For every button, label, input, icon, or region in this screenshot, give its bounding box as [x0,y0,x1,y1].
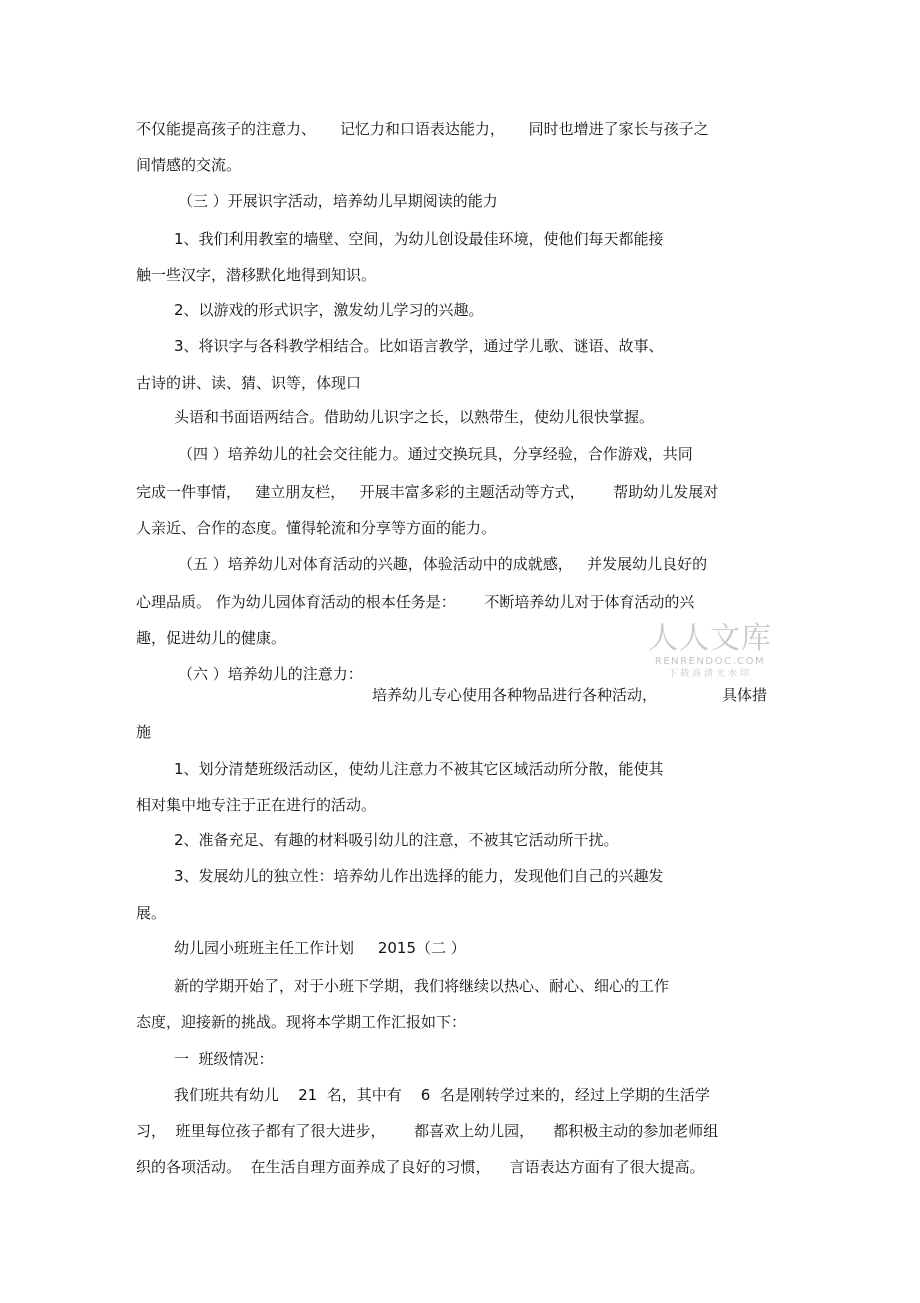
section-heading: （五 ）培养幼儿对体育活动的兴趣，体验活动中的成就感， 并发展幼儿良好的 [178,555,708,573]
text-line: 1、我们利用教室的墙壁、空间，为幼儿创设最佳环境，使他们每天都能接 [174,230,664,248]
text-line: 新的学期开始了，对于小班下学期，我们将继续以热心、耐心、细心的工作 [174,977,670,995]
text-line: 间情感的交流。 [136,156,242,174]
watermark-subtitle: 下载高清无水印 [667,669,752,679]
watermark-url: RENRENDOC.COM [654,656,766,667]
text-line: 3、发展幼儿的独立性：培养幼儿作出选择的能力，发现他们自己的兴趣发 [174,867,664,885]
text-line: 头语和书面语两结合。借助幼儿识字之长，以熟带生，使幼儿很快掌握。 [174,408,655,426]
text-line: 施 [136,723,152,741]
text-line: 2、以游戏的形式识字，激发幼儿学习的兴趣。 [174,301,484,319]
text-line: 心理品质。 作为幼儿园体育活动的根本任务是： 不断培养幼儿对于体育活动的兴 [136,593,695,611]
text-line: 习， 班里每位孩子都有了很大进步， 都喜欢上幼儿园， 都积极主动的参加老师组 [136,1122,719,1140]
text-line: 相对集中地专注于正在进行的活动。 [136,796,377,814]
document-title: 幼儿园小班班主任工作计划 2015（二 ） [174,939,466,957]
text-line: 不仅能提高孩子的注意力、 记忆力和口语表达能力， 同时也增进了家长与孩子之 [136,120,709,138]
section-heading: （四 ）培养幼儿的社会交往能力。通过交换玩具，分享经验，合作游戏，共同 [178,445,693,463]
text-line: 古诗的讲、读、猜、识等，体现口 [136,374,362,392]
section-heading: （三 ）开展识字活动，培养幼儿早期阅读的能力 [178,192,498,210]
watermark [648,622,772,680]
text-line: 人亲近、合作的态度。懂得轮流和分享等方面的能力。 [136,519,497,537]
section-heading: 一 班级情况： [174,1050,274,1068]
text-line: 趣，促进幼儿的健康。 [136,629,287,647]
section-heading: （六 ）培养幼儿的注意力： [178,665,363,683]
text-line: 触一些汉字，潜移默化地得到知识。 [136,266,377,284]
text-line: 态度，迎接新的挑战。现将本学期工作汇报如下： [136,1013,467,1031]
text-line: 完成一件事情， 建立朋友栏， 开展丰富多彩的主题活动等方式， 帮助幼儿发展对 [136,483,719,501]
text-line: 我们班共有幼儿 21 名，其中有 6 名是刚转学过来的，经过上学期的生活学 [174,1086,710,1104]
text-line: 3、将识字与各科教学相结合。比如语言教学，通过学儿歌、谜语、故事、 [174,337,664,355]
text-line: 具体措 [722,686,768,704]
text-line: 培养幼儿专心使用各种物品进行各种活动， [372,686,658,704]
text-line: 织的各项活动。 在生活自理方面养成了良好的习惯， 言语表达方面有了很大提高。 [136,1158,705,1176]
text-line: 1、划分清楚班级活动区，使幼儿注意力不被其它区域活动所分散，能使其 [174,760,664,778]
text-line: 2、准备充足、有趣的材料吸引幼儿的注意，不被其它活动所干扰。 [174,831,619,849]
text-line: 展。 [136,904,167,922]
watermark-title: 人人文库 [648,621,772,656]
